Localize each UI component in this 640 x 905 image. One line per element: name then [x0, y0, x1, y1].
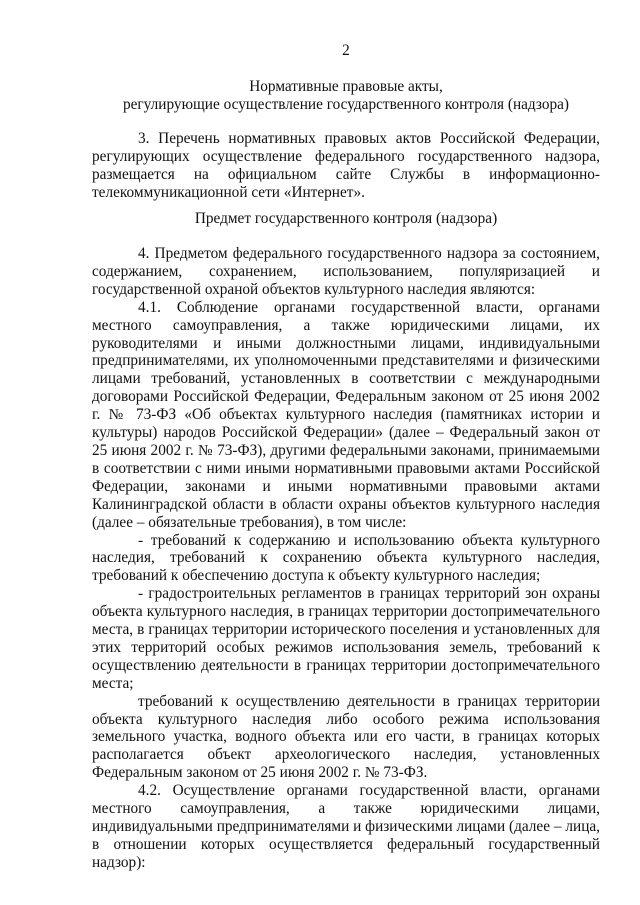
section-heading-line-1: Нормативные правовые акты,	[249, 78, 443, 95]
subject-heading: Предмет государственного контроля (надзора)	[194, 210, 498, 227]
paragraph-4-1: 4.1. Соблюдение органами государственной власти, органами местного самоуправления, а также юридическими лицами, их руководителями и иными должностными лицами, индивидуальными предпринимателями, их уполномоченными представителями и физическими лицами требований, установленных в соответствии с международными договорами Российской Федерации, Федеральным законом от 25 июня 2002 г. № 73-ФЗ «Об объектах культурного наследия (памятниках истории и культуры) народов Российской Федерации» (далее – Федеральный закон от 25 июня 2002 г. № 73-ФЗ), другими федеральными законами, принимаемыми в соответствии с ними иными нормативными правовыми актами Российской Федерации, законами и иными нормативными правовыми актами Калининградской области в области охраны объектов культурного наследия (далее – обязательные требования), в том числе:	[92, 298, 600, 531]
paragraph-4: 4. Предметом федерального государственного надзора за состоянием, содержанием, сохранением, использованием, популяризацией и государственной охраной объектов культурного наследия являются:	[92, 245, 600, 298]
paragraph-3: 3. Перечень нормативных правовых актов Российской Федерации, регулирующих осуществление федерального государственного надзора, размещается на официальном сайте Службы в информационно-телекоммуникационной сети «Интернет».	[92, 130, 600, 201]
page-number: 2	[342, 42, 350, 59]
subject-heading-block	[92, 210, 600, 228]
body-text	[92, 245, 600, 872]
bullet-item-2: - градостроительных регламентов в границах территорий зон охраны объекта культурного наследия, в границах территории достопримечательного места, в границах территории исторического поселения и установленных для этих территорий особых режимов использования земель, требований к осуществлению деятельности в границах территории достопримечательного места;	[92, 585, 600, 692]
bullet-item-3: требований к осуществлению деятельности в границах территории объекта культурного наследия либо особого режима использования земельного участка, водного объекта или его части, в границах которых располагается объект археологического наследия, установленных Федеральным законом от 25 июня 2002 г. № 73-ФЗ.	[92, 692, 600, 782]
section-heading-line-2: регулирующие осуществление государственного контроля (надзора)	[122, 95, 570, 113]
paragraph-3-block	[92, 130, 600, 202]
paragraph-4-2: 4.2. Осуществление органами государственной власти, органами местного самоуправления, а также юридическими лицами, индивидуальными предпринимателями и физическими лицами (далее – лица, в отношении которых осуществляется федеральный государственный надзор):	[92, 782, 600, 871]
bullet-item-1: - требований к содержанию и использованию объекта культурного наследия, требований к сохранению объекта культурного наследия, требований к обеспечению доступа к объекту культурного наследия;	[92, 531, 600, 585]
section-heading	[92, 78, 600, 114]
